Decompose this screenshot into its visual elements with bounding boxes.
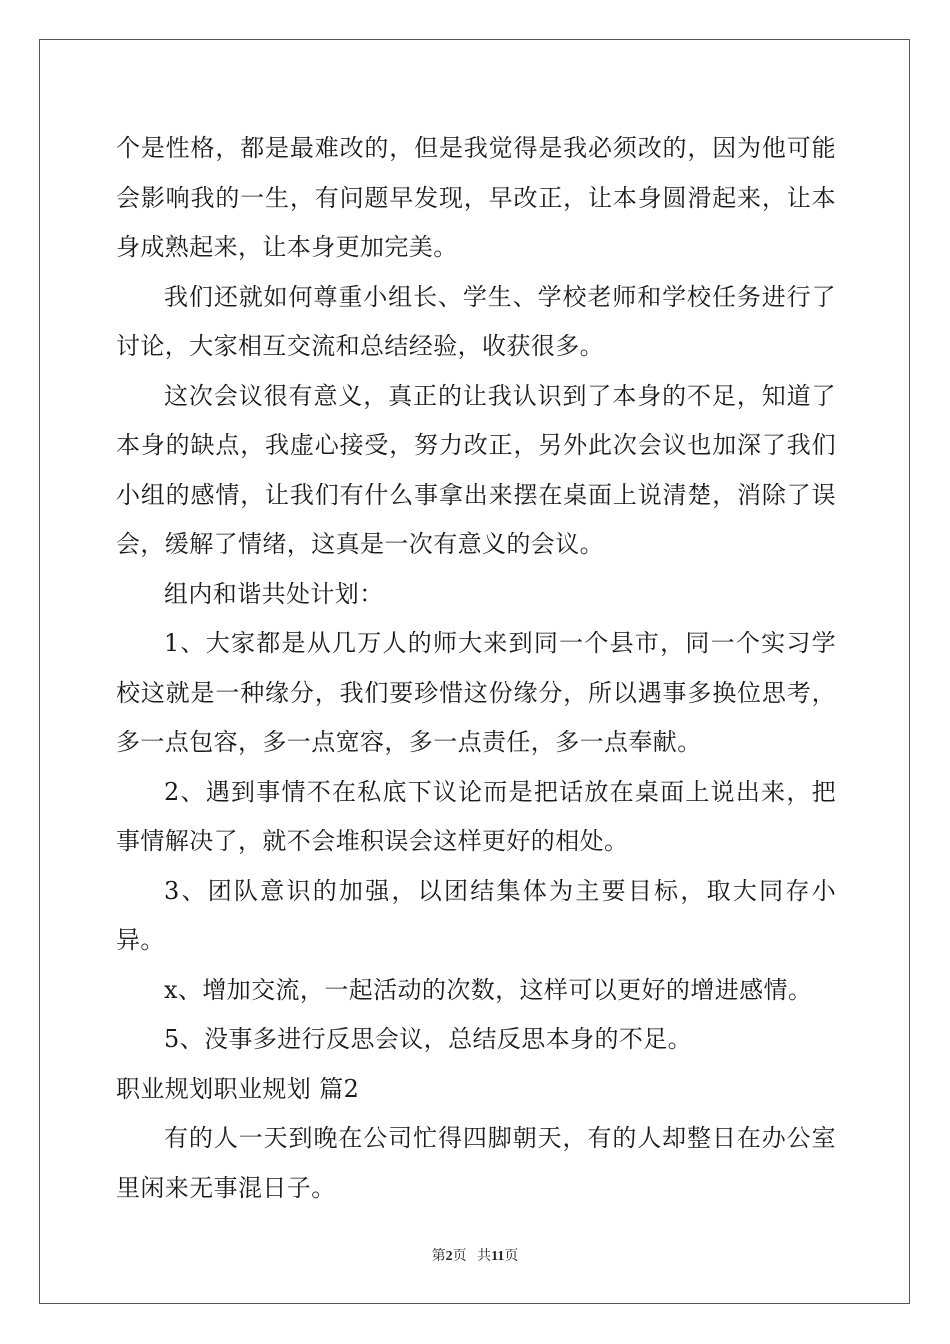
paragraph-continuation: 个是性格，都是最难改的，但是我觉得是我必须改的，因为他可能会影响我的一生，有问题早发现，早改正，让本身圆滑起来，让本身成熟起来，让本身更加完美。	[116, 134, 836, 261]
paragraph-plan-title: 组内和谐共处计划：	[164, 579, 384, 608]
page-footer	[0, 1247, 950, 1267]
list-item-3: 3、团队意识的加强，以团结集体为主要目标，取大同存小异。	[116, 876, 836, 954]
list-item-1: 1、大家都是从几万人的师大来到同一个县市，同一个实习学校这就是一种缘分，我们要珍惜这份缘分，所以遇事多换位思考，多一点包容，多一点宽容，多一点责任，多一点奉献。	[116, 629, 836, 756]
document-body	[116, 124, 836, 1213]
paragraph-discussion: 我们还就如何尊重小组长、学生、学校老师和学校任务进行了讨论，大家相互交流和总结经验，收获很多。	[116, 282, 836, 360]
list-item-2: 2、遇到事情不在私底下议论而是把话放在桌面上说出来，把事情解决了，就不会堆积误会这样更好的相处。	[116, 777, 836, 855]
section-heading: 职业规划职业规划 篇2	[116, 1074, 360, 1103]
page-prefix: 第	[431, 1249, 446, 1264]
total-suffix: 页	[504, 1249, 519, 1264]
list-item-4: x、增加交流，一起活动的次数，这样可以更好的增进感情。	[164, 975, 813, 1004]
page-total-number: 11	[491, 1249, 505, 1264]
list-item-5: 5、没事多进行反思会议，总结反思本身的不足。	[164, 1025, 693, 1053]
page-suffix: 页	[452, 1249, 467, 1264]
total-prefix: 共	[477, 1249, 492, 1264]
paragraph-meeting-meaning: 这次会议很有意义，真正的让我认识到了本身的不足，知道了本身的缺点，我虚心接受，努力改正，另外此次会议也加深了我们小组的感情，让我们有什么事拿出来摆在桌面上说清楚，消除了误会，缓解了情绪，这真是一次有意义的会议。	[116, 381, 836, 558]
paragraph-section-intro: 有的人一天到晚在公司忙得四脚朝天，有的人却整日在办公室里闲来无事混日子。	[116, 1124, 836, 1202]
page-current-number: 2	[445, 1249, 453, 1264]
